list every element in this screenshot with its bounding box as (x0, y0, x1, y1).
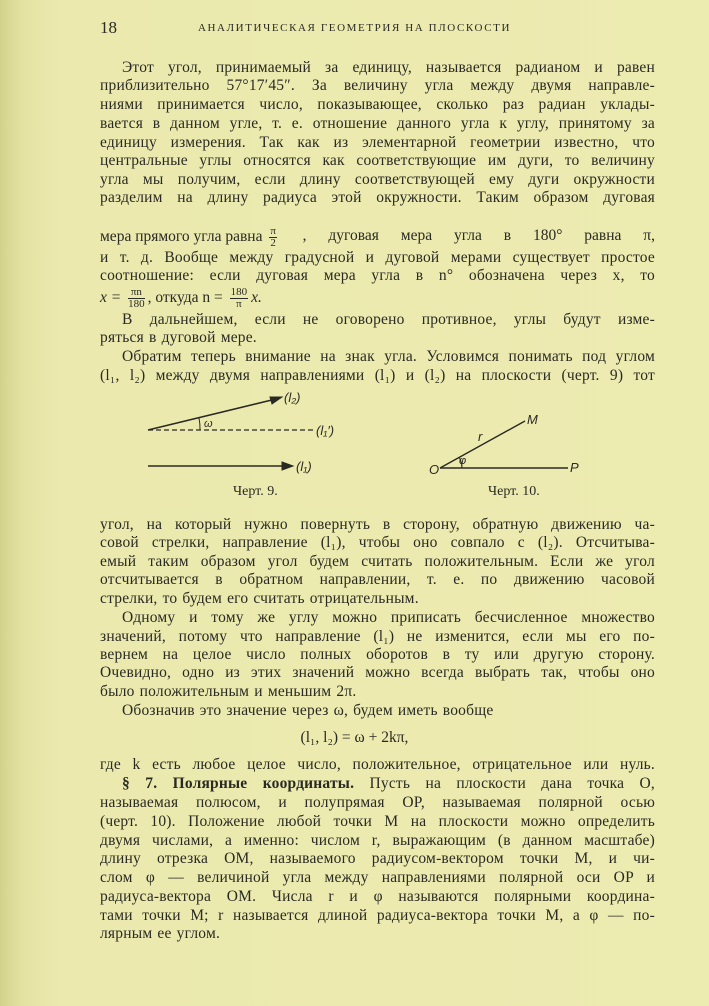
text-line: и т. д. Вообще между градусной и дуговой мерами существует простое (100, 249, 655, 266)
text: x. (251, 289, 262, 307)
text-line: радиуса-вектора OM. Числа r и φ называются полярными координа- (100, 888, 655, 905)
text: , дуговая мера угла в 180° равна π, (302, 227, 655, 244)
numerator: π (270, 225, 276, 237)
text-line: значений, потому что направление (l₁) не изменится, если мы его по- (100, 628, 655, 645)
figure-9 (148, 397, 315, 470)
l2-ray (148, 398, 280, 430)
running-title: АНАЛИТИЧЕСКАЯ ГЕОМЕТРИЯ НА ПЛОСКОСТИ (197, 22, 512, 34)
text: мера прямого угла равна (100, 228, 263, 246)
text-line: вернем на целое число полных оборотов в ту или другую сторону. (100, 646, 655, 663)
section-heading: § 7. Полярные координаты. (122, 775, 355, 792)
text-line: единицу измерения. Так как из элементарной геометрии известно, что (100, 134, 655, 151)
numerator: 180 (230, 286, 248, 298)
text: x = (100, 289, 122, 307)
figure-10-caption: Черт. 10. (488, 484, 540, 499)
text-line: вается в данном угле, т. е. отношение данного угла к углу, принятому за (100, 115, 655, 132)
figure-9-caption: Черт. 9. (233, 484, 278, 499)
label-r: r (478, 429, 483, 444)
denominator: 180 (128, 298, 145, 310)
text: Пусть на плоскости дана точка O, (369, 775, 656, 792)
text-line: совой стрелки, направление (l₁), чтобы оно совпало с (l₂). Отсчитыва- (100, 534, 655, 551)
label-l1: (l₁) (296, 459, 312, 474)
text-line: емый таким образом угол будем считать положительным. Если же угол (100, 553, 655, 570)
page-number: 18 (100, 18, 117, 37)
text-line: длину отрезка OM, называемого радиусом-вектором точки M, и чи- (100, 850, 655, 867)
text-line: центральные углы относятся как соответствующие им дуги, то величину (100, 152, 655, 169)
text-line: где k есть любое целое число, положительное, отрицательное или нуль. (100, 756, 655, 773)
label-l2: (l₂) (284, 390, 301, 405)
text-line: ниями принимается число, показывающее, сколько раз радиан уклады- (100, 96, 655, 113)
text-line: Очевидно, одно из этих значений можно всегда выбрать так, чтобы оно (100, 664, 655, 681)
radius-vector-om (440, 421, 525, 468)
denominator: 2 (270, 237, 276, 249)
angle-formula: (l₁, l₂) = ω + 2kπ, (300, 729, 409, 746)
label-omega: ω (204, 418, 213, 430)
label-l1-prime: (l₁′) (316, 423, 335, 438)
text-line: тами точки M; r называется длиной радиуса-вектора точки M, а φ — по- (100, 907, 655, 924)
label-p: P (570, 460, 579, 475)
text-line: Одному и тому же углу можно приписать бесчисленное множество (122, 609, 655, 626)
text-line: было положительным и меньшим 2π. (100, 683, 357, 700)
arrow-head-icon (270, 397, 282, 404)
text-line: слом φ — величиной угла между направлениями полярной оси OP и (100, 869, 655, 886)
text-line: Обозначив это значение через ω, будем иметь вообще (122, 702, 494, 719)
text-line: угол, на который нужно повернуть в сторону, обратную движению ча- (100, 516, 655, 533)
denominator: π (236, 298, 242, 310)
text-line: лярным ее углом. (100, 925, 221, 942)
text-line: стрелки, то будем его считать отрицательным. (100, 590, 419, 607)
label-phi: φ (459, 455, 467, 467)
text-line: Обратим теперь внимание на знак угла. Условимся понимать под углом (122, 348, 655, 365)
text-line: разделим на длину радиуса этой окружности. Таким образом дуговая (100, 189, 655, 206)
arrow-head-icon (282, 462, 293, 470)
label-m: M (527, 412, 538, 427)
text-line: соотношение: если дуговая мера угла в n° обозначена через x, то (100, 267, 655, 284)
text-line: приблизительно 57°17′45″. За величину угла между двумя направле- (100, 77, 655, 94)
text-line: отсчитывается в обратном направлении, т. е. по движению часовой (100, 571, 655, 588)
text-line: угла мы получим, если длину соответствующей ему дуги окружности (100, 171, 655, 188)
text-line: двумя числами, а именно: числом r, выражающим (в данном масштабе) (100, 832, 655, 849)
text: , откуда n = (147, 289, 223, 307)
text-line: ряться в дуговой мере. (100, 329, 257, 346)
text-line: В дальнейшем, если не оговорено противное, углы будут изме- (122, 311, 655, 328)
text-line: (черт. 10). Положение любой точки M на плоскости можно определить (100, 813, 655, 830)
label-o: O (429, 462, 440, 477)
numerator: πn (128, 287, 145, 299)
text-line: называемая полюсом, и полупрямая OP, называемая полярной осью (100, 794, 655, 811)
text-line: Этот угол, принимаемый за единицу, называется радианом и равен (122, 59, 655, 76)
text-line: (l₁, l₂) между двумя направлениями (l₁) и (l₂) на плоскости (черт. 9) тот (100, 367, 655, 384)
